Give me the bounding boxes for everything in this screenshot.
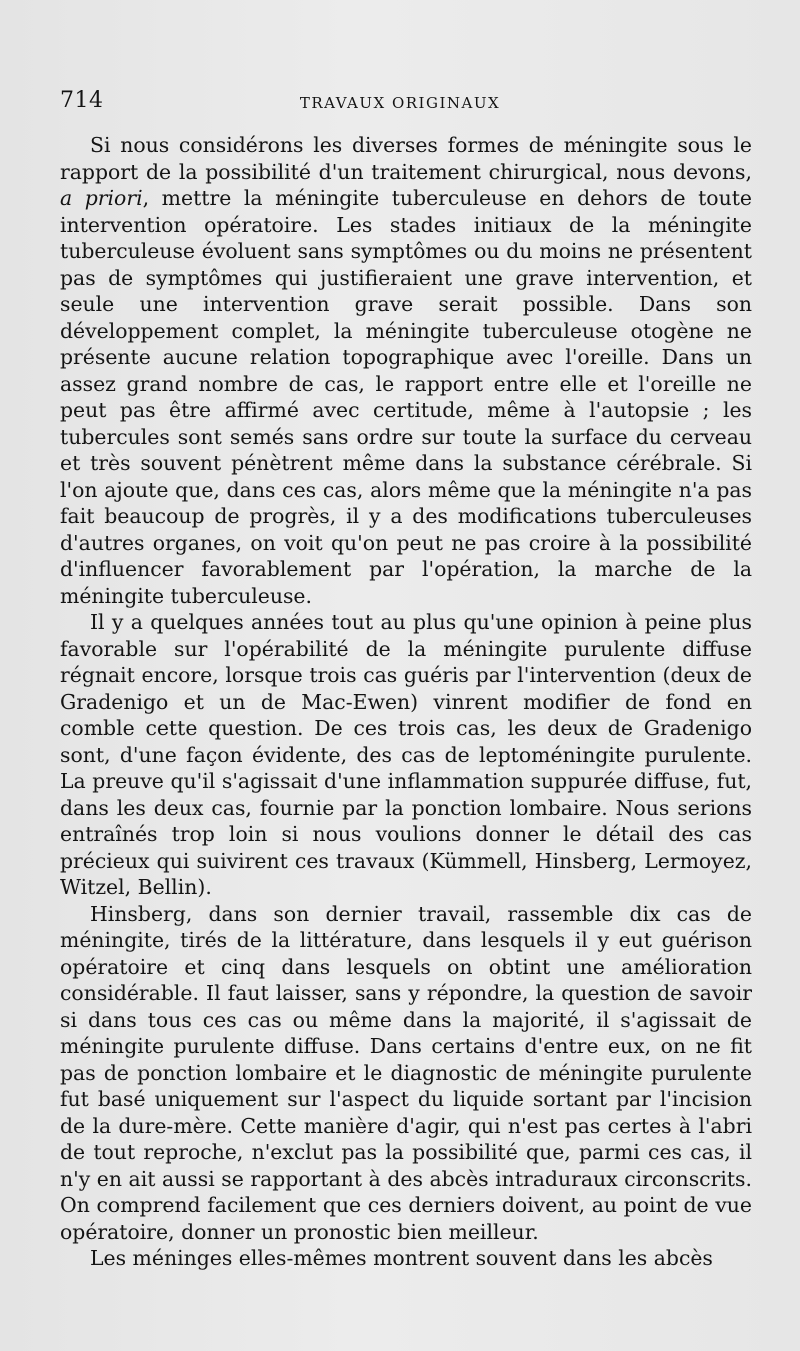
paragraph-2: Il y a quelques années tout au plus qu'une opinion à peine plus favorable sur l'opérabilité de la méningite purulente diffuse régnait encore, lorsque trois cas guéris par l'intervention (deux de Gradenigo et un de Mac-Ewen) vinrent modifier de fond en comble cette question. De ces trois cas, les deux de Gradenigo sont, d'une façon évidente, des cas de leptoméningite purulente. La preuve qu'il s'agissait d'une inflammation suppurée diffuse, fut, dans les deux cas, fournie par la ponction lombaire. Nous serions entraînés trop loin si nous voulions donner le détail des cas précieux qui suivirent ces travaux (Kümmell, Hinsberg, Lermoyez, Witzel, Bellin). xyxy=(60,610,752,899)
paragraph-4: Les méninges elles-mêmes montrent souvent dans les abcès xyxy=(90,1246,713,1270)
page-number: 714 xyxy=(60,88,104,113)
running-title: TRAVAUX ORIGINAUX xyxy=(299,94,501,112)
page-header xyxy=(60,88,740,118)
body-text xyxy=(60,132,752,1272)
paragraph-1-text-a: Si nous considérons les diverses formes de méningite sous le rapport de la possibilité d'un traitement chirurgical, nous devons, xyxy=(60,133,752,184)
paragraph-3: Hinsberg, dans son dernier travail, rassemble dix cas de méningite, tirés de la littérature, dans lesquels il y eut guérison opératoire et cinq dans lesquels on obtint une amélioration considérable. Il faut laisser, sans y répondre, la question de savoir si dans tous ces cas ou même dans la majorité, il s'agissait de méningite purulente diffuse. Dans certains d'entre eux, on ne fit pas de ponction lombaire et le diagnostic de méningite purulente fut basé uniquement sur l'aspect du liquide sortant par l'incision de la dure-mère. Cette manière d'agir, qui n'est pas certes à l'abri de tout reproche, n'exclut pas la possibilité que, parmi ces cas, il n'y en ait aussi se rapportant à des abcès intraduraux circonscrits. On comprend facilement que ces derniers doivent, au point de vue opératoire, donner un pronostic bien meilleur. xyxy=(60,901,752,1244)
paragraph-1 xyxy=(60,132,752,609)
paragraph-1-text-b: , mettre la méningite tuberculeuse en dehors de toute intervention opératoire. Les stades initiaux de la méningite tuberculeuse évoluent sans symptômes ou du moins ne présentent pas de symptômes qui justifieraient une grave intervention, et seule une intervention grave serait possible. Dans son développement complet, la méningite tuberculeuse otogène ne présente aucune relation topographique avec l'oreille. Dans un assez grand nombre de cas, le rapport entre elle et l'oreille ne peut pas être affirmé avec certitude, même à l'autopsie ; les tubercules sont semés sans ordre sur toute la surface du cerveau et très souvent pénètrent même dans la substance cérébrale. Si l'on ajoute que, dans ces cas, alors même que la méningite n'a pas fait beaucoup de progrès, il y a des modifications tuberculeuses d'autres organes, on voit qu'on peut ne pas croire à la possibilité d'influencer favorablement par l'opération, la marche de la méningite tuberculeuse. xyxy=(60,186,752,608)
italic-phrase: a priori xyxy=(60,186,143,210)
